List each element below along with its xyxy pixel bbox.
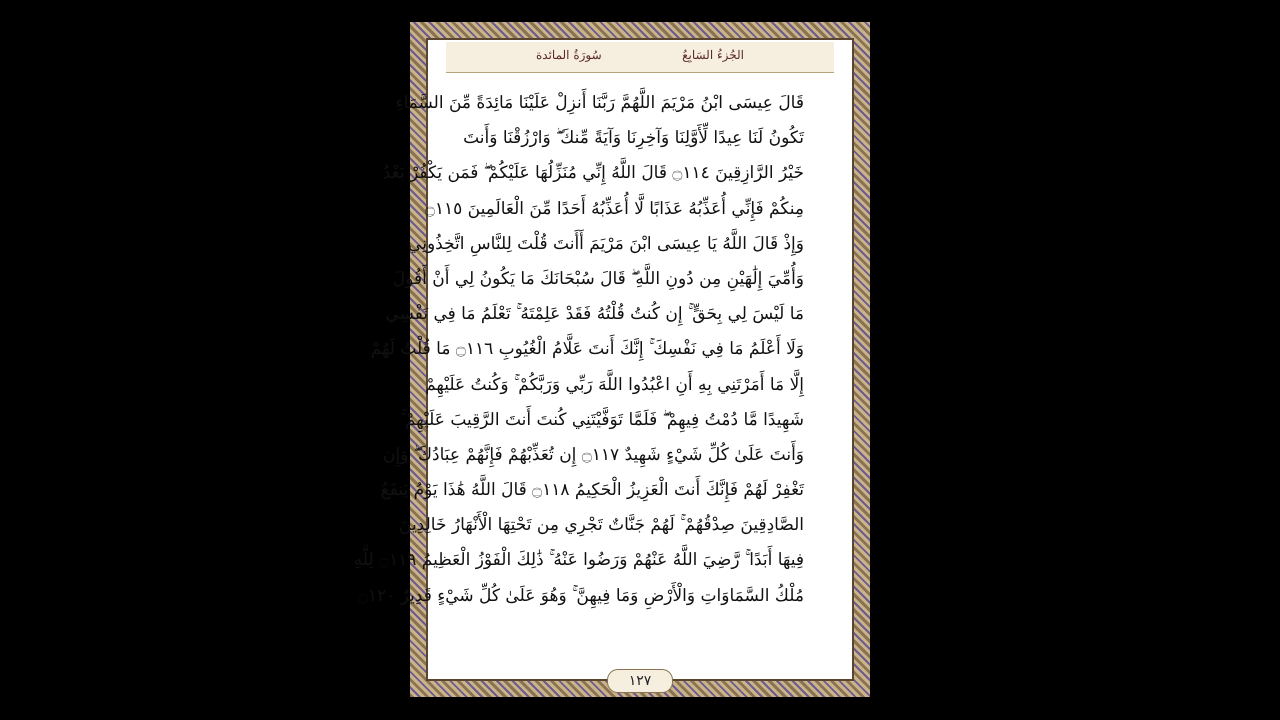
text-line: الصَّادِقِينَ صِدْقُهُمْ ۚ لَهُمْ جَنَّاتٌ تَجْرِي مِن تَحْتِهَا الْأَنْهَارُ خَالِدِينَ: [399, 515, 804, 536]
page-footer: [410, 665, 870, 697]
page-inner-panel: [353, 38, 854, 681]
text-line: تَكُونُ لَنَا عِيدًا لِّأَوَّلِنَا وَآخِرِنَا وَآيَةً مِّنكَ ۖ وَارْزُقْنَا وَأَنتَ: [463, 128, 804, 149]
verse-text-block: [353, 86, 804, 619]
text-line: خَيْرُ الرَّازِقِينَ ۝١١٤ قَالَ اللَّهُ إِنِّي مُنَزِّلُهَا عَلَيْكُمْ ۖ فَمَن يَكْفُرْ بَعْدُ: [382, 163, 804, 184]
text-line: إِلَّا مَا أَمَرْتَنِي بِهِ أَنِ اعْبُدُوا اللَّهَ رَبِّي وَرَبَّكُمْ ۚ وَكُنتُ عَلَيْهِمْ: [425, 374, 804, 395]
text-line: وَأُمِّيَ إِلَٰهَيْنِ مِن دُونِ اللَّهِ ۖ قَالَ سُبْحَانَكَ مَا يَكُونُ لِي أَنْ أَقُولَ: [392, 268, 804, 289]
page-header: [446, 42, 834, 73]
text-line: مُلْكُ السَّمَاوَاتِ وَالْأَرْضِ وَمَا فِيهِنَّ ۚ وَهُوَ عَلَىٰ كُلِّ شَيْءٍ قَدِيرٌ ۝١٢٠: [357, 585, 804, 606]
text-line: قَالَ عِيسَى ابْنُ مَرْيَمَ اللَّهُمَّ رَبَّنَا أَنزِلْ عَلَيْنَا مَائِدَةً مِّنَ السَّمَاءِ: [395, 93, 804, 113]
surah-label: سُورَةُ المائدة: [536, 48, 602, 62]
text-line: شَهِيدًا مَّا دُمْتُ فِيهِمْ ۖ فَلَمَّا تَوَفَّيْتَنِي كُنتَ أَنتَ الرَّقِيبَ عَلَيْهِمْ ۚ: [400, 409, 804, 430]
text-line: مَا لَيْسَ لِي بِحَقٍّ ۚ إِن كُنتُ قُلْتُهُ فَقَدْ عَلِمْتَهُ ۚ تَعْلَمُ مَا فِي نَفْسِي: [385, 304, 804, 325]
text-line: تَغْفِرْ لَهُمْ فَإِنَّكَ أَنتَ الْعَزِيزُ الْحَكِيمُ ۝١١٨ قَالَ اللَّهُ هَٰذَا يَوْمُ يَنفَعُ: [380, 480, 804, 501]
juz-label: الجُزءُ السَابِعُ: [682, 48, 744, 62]
text-line: فِيهَا أَبَدًا ۚ رَّضِيَ اللَّهُ عَنْهُمْ وَرَضُوا عَنْهُ ۚ ذَٰلِكَ الْفَوْزُ الْعَظِيمُ ۝١١٩ لِلَّهِ: [353, 550, 804, 571]
mushaf-page: [353, 22, 870, 697]
text-line: وَإِذْ قَالَ اللَّهُ يَا عِيسَى ابْنَ مَرْيَمَ أَأَنتَ قُلْتَ لِلنَّاسِ اتَّخِذُونِي: [408, 233, 804, 254]
text-line: وَأَنتَ عَلَىٰ كُلِّ شَيْءٍ شَهِيدٌ ۝١١٧ إِن تُعَذِّبْهُمْ فَإِنَّهُمْ عِبَادُكَ ۖ وَإِن: [382, 444, 804, 465]
text-line: وَلَا أَعْلَمُ مَا فِي نَفْسِكَ ۚ إِنَّكَ أَنتَ عَلَّامُ الْغُيُوبِ ۝١١٦ مَا قُلْتُ لَهُمْ: [370, 339, 804, 360]
text-line: مِنكُمْ فَإِنِّي أُعَذِّبُهُ عَذَابًا لَّا أُعَذِّبُهُ أَحَدًا مِّنَ الْعَالَمِينَ ۝١١٥: [424, 198, 804, 219]
page-number: ١٢٧: [607, 669, 673, 693]
